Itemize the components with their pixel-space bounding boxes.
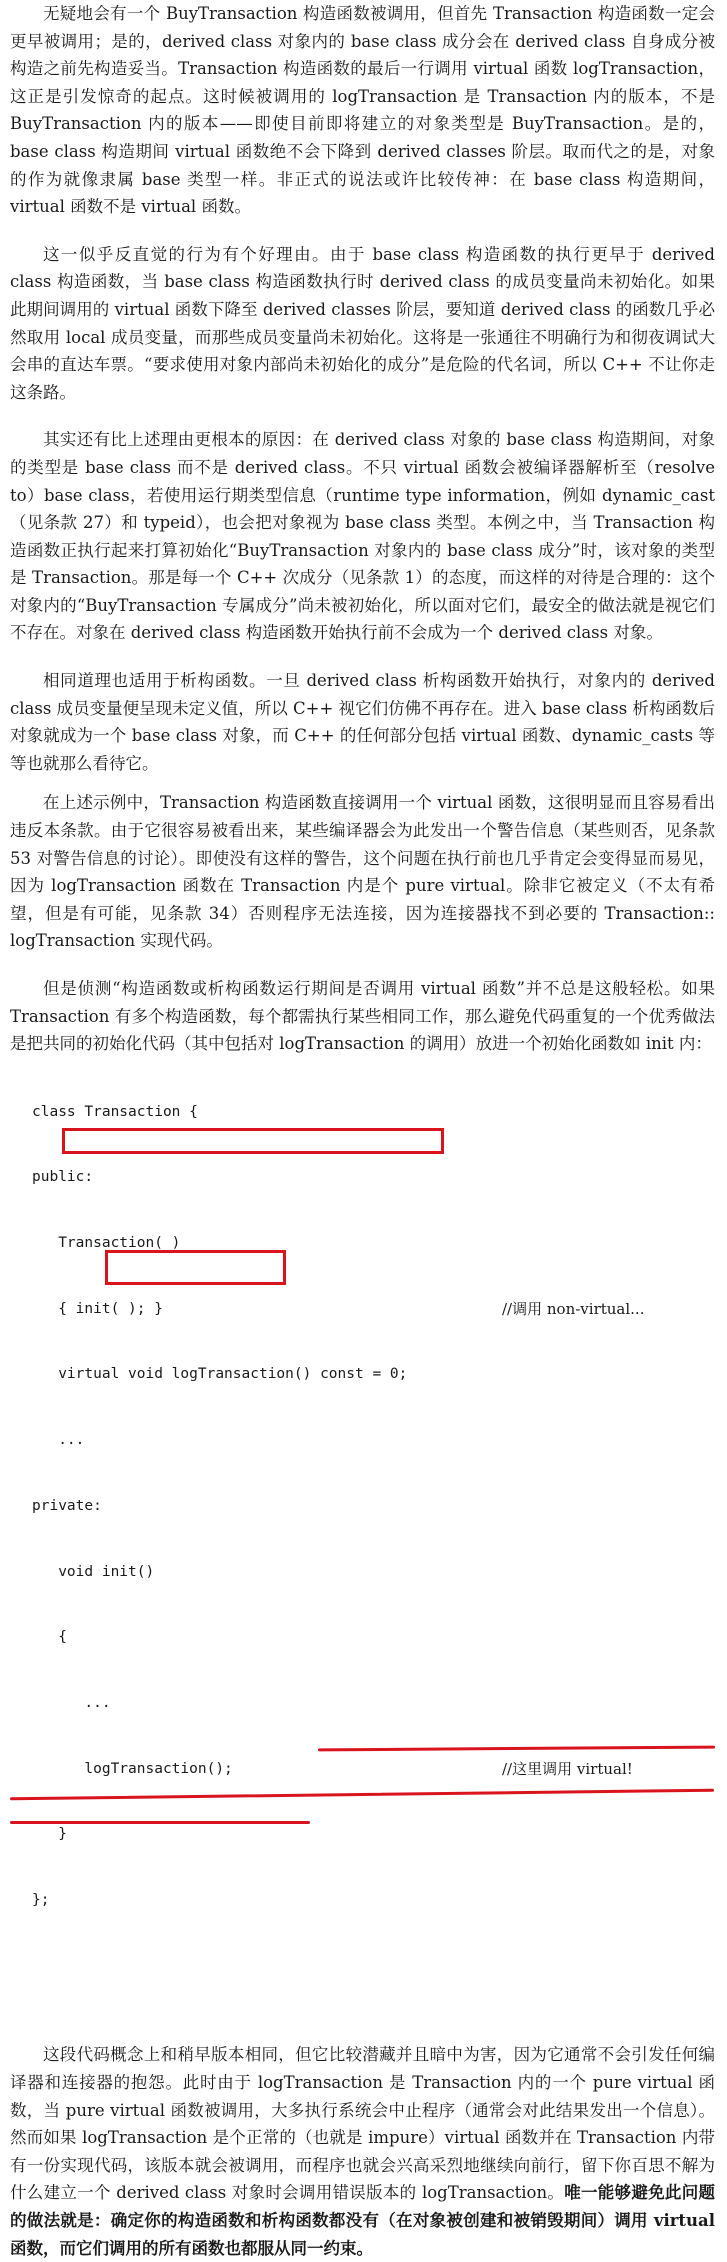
highlight-box-pure-virtual [62,1128,444,1154]
paragraph-gap [10,406,715,426]
paragraph-example-warning: 在上述示例中，Transaction 构造函数直接调用一个 virtual 函数，这很明显而且容易看出违反本条款。由于它很容易被看出来，某些编译器会为此发出一个警告信息（某些则否，见条款 53 对警告信息的讨论）。即使没有这样的警告，这个问题在执行前也几乎肯定会变得显而易见，因为 logTransaction 函数在 Transaction 内是个 pure virtual。除非它被定义（不太有希望，但是有可能，见条款 34）否则程序无法连接，因为连接器找不到必要的 Transaction:: logTransaction 实现代码。 [10,793,715,951]
paragraph-destructors: 相同道理也适用于析构函数。一旦 derived class 析构函数开始执行，对象内的 derived class 成员变量便呈现未定义值，所以 C++ 视它们仿佛不再存在。进入 base class 析构函数后对象就成为一个 base class 对象，而 C++ 的任何部分包括 virtual 函数、dynamic_casts 等等也就那么看待它。 [10,671,715,773]
highlight-box-virtual-call [105,1250,286,1285]
code-line: } [32,1826,67,1843]
code-line: ... [32,1694,111,1711]
code-line: Transaction( ) [32,1235,181,1251]
conclusion-emphasis: 唯一能够避免此问题的做法就是：确定你的构造函数和析构函数都没有（在对象被创建和被销毁期间）调用 virtual 函数，而它们调用的所有函数也都服从同一约束。 [10,2183,715,2258]
paragraph-gap [10,777,715,789]
code-comment: //调用 non-virtual... [502,1299,645,1318]
code-comment: //这里调用 virtual! [502,1759,633,1778]
code-line: private: [32,1497,102,1514]
paragraph-gap [10,2021,715,2041]
code-text: logTransaction(); [32,1760,233,1777]
code-line-init-call [32,1299,715,1321]
paragraph-gap [10,955,715,975]
paragraph-constructor-order: 无疑地会有一个 BuyTransaction 构造函数被调用，但首先 Transaction 构造函数一定会更早被调用；是的，derived class 对象内的 base class 成分会在 derived class 自身成分被构造之前先构造妥当。Transaction 构造函数的最后一行调用 virtual 函数 logTransaction，这正是引发惊奇的起点。这时候被调用的 logTransaction 是 Transaction 内的版本，不是 BuyTransaction 内的版本——即使目前即将建立的对象类型是 BuyTransaction。是的，base class 构造期间 virtual 函数绝不会下降到 derived classes 阶层。取而代之的是，对象的作为就像隶属 base 类型一样。非正式的说法或许比较传神：在 base class 构造期间，virtual 函数不是 virtual 函数。 [10,4,715,217]
paragraph-gap [10,647,715,667]
paragraph-object-type: 其实还有比上述理由更根本的原因：在 derived class 对象的 base class 构造期间，对象的类型是 base class 而不是 derived class。不只 virtual 函数会被编译器解析至（resolve to）base class，若使用运行期类型信息（runtime type information，例如 dynamic_cast（见条款 27）和 typeid），也会把对象视为 base class 类型。本例之中，当 Transaction 构造函数正执行起来打算初始化“BuyTransaction 对象内的 base class 成分”时，该对象的类型是 Transaction。那是每一个 C++ 次成分（见条款 1）的态度，而这样的对待是合理的：这个对象内的“BuyTransaction 专属成分”尚未被初始化，所以面对它们，最安全的做法就是视它们不存在。对象在 derived class 构造函数开始执行前不会成为一个 derived class 对象。 [10,430,715,643]
paragraph-rationale: 这一似乎反直觉的行为有个好理由。由于 base class 构造函数的执行更早于 derived class 构造函数，当 base class 构造函数执行时 derived class 的成员变量尚未初始化。如果此期间调用的 virtual 函数下降至 derived classes 阶层，要知道 derived class 的函数几乎必然取用 local 成员变量，而那些成员变量尚未初始化。这将是一张通往不明确行为和彻夜调试大会串的直达车票。“要求使用对象内部尚未初始化的成分”是危险的代名词，所以 C++ 不让你走这条路。 [10,244,715,402]
code-line: class Transaction { [32,1103,198,1120]
code-line: void init() [32,1563,155,1580]
paragraph-conclusion [10,2041,715,2262]
red-underline-stroke [10,1821,310,1824]
paragraph-gap [10,221,715,241]
code-line: }; [32,1892,50,1909]
code-line: public: [32,1169,94,1186]
code-line-pure-virtual: virtual void logTransaction() const = 0; [32,1366,408,1383]
code-line: { [32,1629,67,1646]
code-line: ... [32,1432,85,1449]
conclusion-text: 这段代码概念上和稍早版本相同，但它比较潜藏并且暗中为害，因为它通常不会引发任何编译器和连接器的抱怨。此时由于 logTransaction 是 Transaction 内的一个 pure virtual 函数，当 pure virtual 函数被调用，大多执行系统会中止程序（通常会对此结果发出一个信息）。然而如果 logTransaction 是个正常的（也就是 impure）virtual 函数并在 Transaction 内带有一份实现代码，该版本就会被调用，而程序也就会兴高采烈地继续向前行，留下你百思不解为什么建立一个 derived class 对象时会调用错误版本的 logTransaction。 [10,2045,715,2203]
code-line-virtual-call [32,1759,715,1781]
code-text: { init( ); } [32,1300,163,1317]
code-listing [32,1058,715,2022]
paragraph-detection: 但是侦测“构造函数或析构函数运行期间是否调用 virtual 函数”并不总是这般轻松。如果 Transaction 有多个构造函数，每个都需执行某些相同工作，那么避免代码重复的一个优秀做法是把共同的初始化代码（其中包括对 logTransaction 的调用）放进一个初始化函数如 init 内： [10,979,715,1054]
